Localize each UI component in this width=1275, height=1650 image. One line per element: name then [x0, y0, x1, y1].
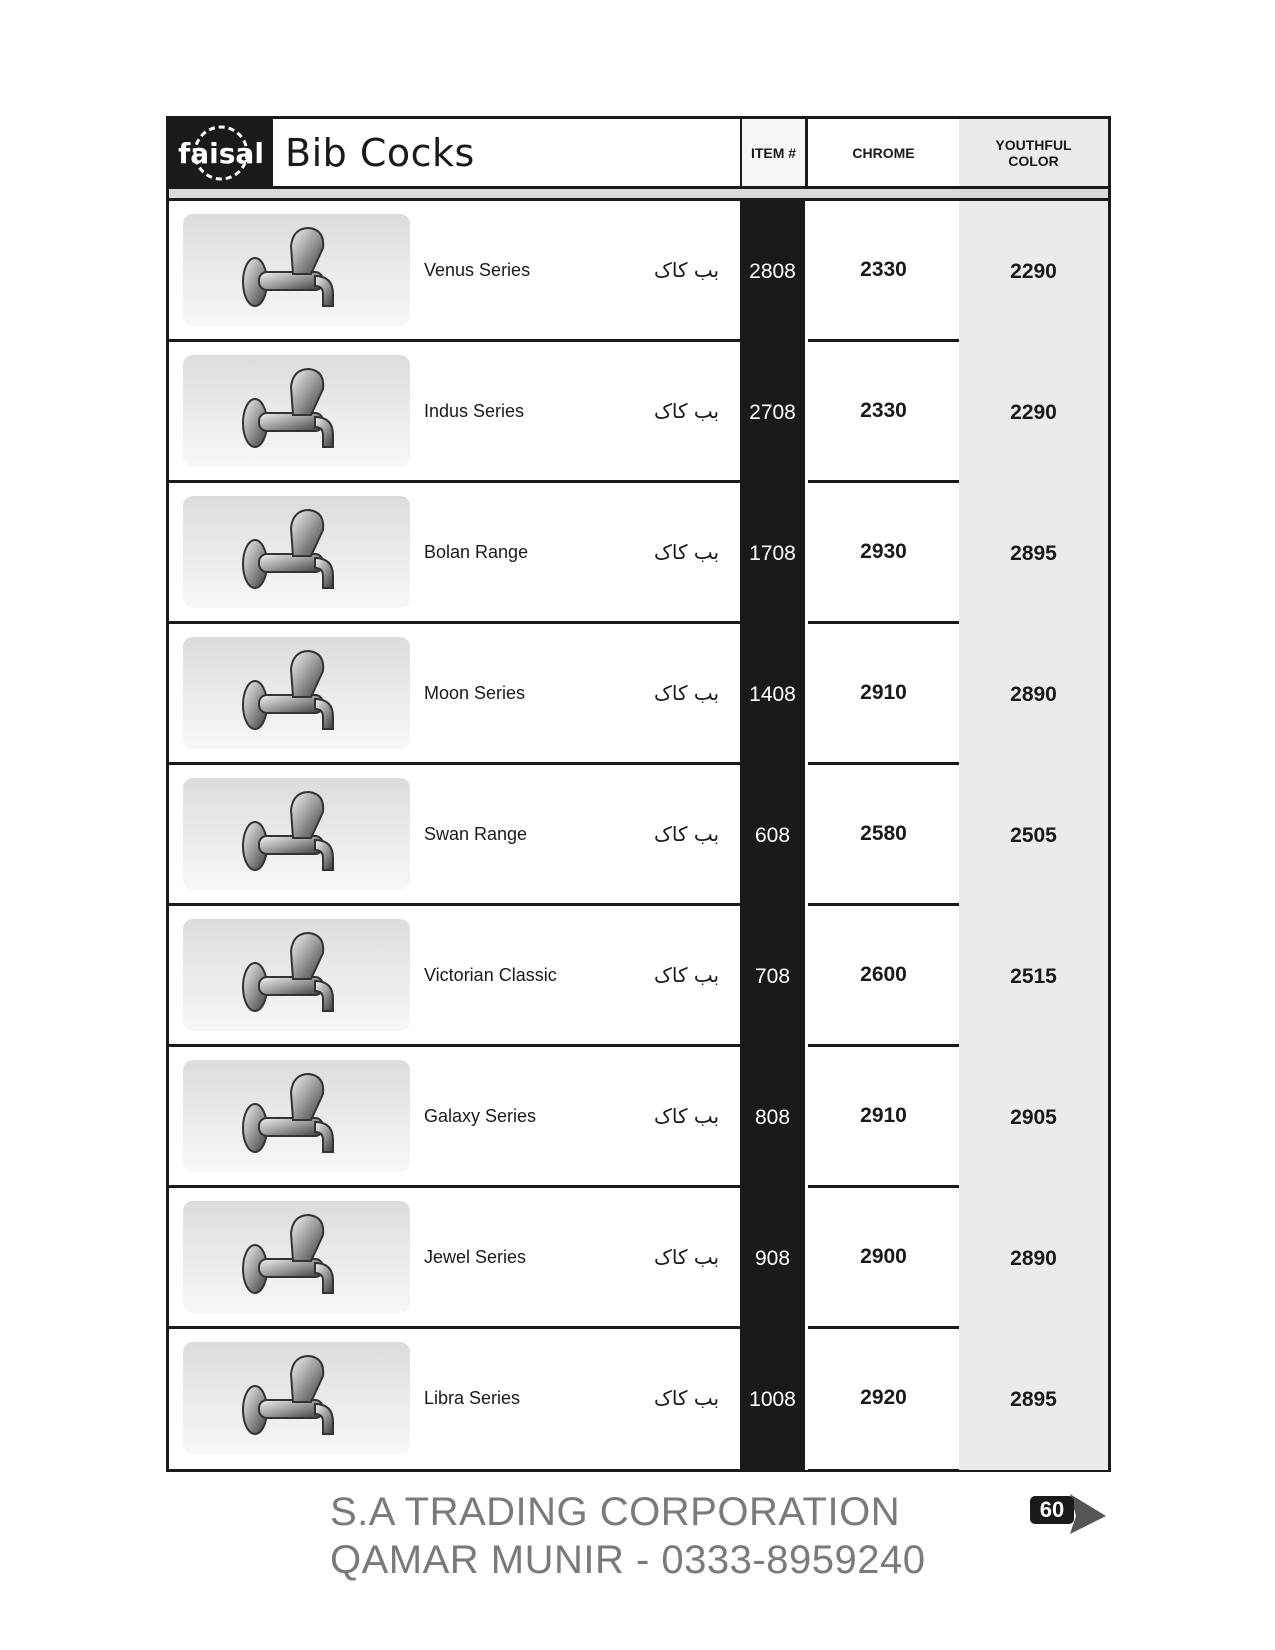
- chrome-price: 2580: [860, 822, 907, 845]
- company-name: S.A TRADING CORPORATION: [330, 1490, 901, 1534]
- youthful-color-price: 2505: [959, 765, 1108, 906]
- product-name: Galaxy Series: [424, 1105, 537, 1126]
- svg-text:faisal: faisal: [178, 136, 264, 170]
- item-number: 808: [740, 1047, 808, 1188]
- product-name-urdu: بب کاک: [654, 540, 720, 564]
- table-row: [169, 1047, 1108, 1188]
- product-name-urdu: بب کاک: [654, 1245, 720, 1269]
- product-image: [183, 919, 410, 1031]
- chrome-price: 2930: [860, 540, 907, 563]
- product-image: [183, 496, 410, 608]
- product-name: Victorian Classic: [424, 964, 557, 985]
- product-name-urdu: بب کاک: [654, 1386, 720, 1410]
- item-number: 608: [740, 765, 808, 906]
- product-rows: [169, 201, 1108, 1469]
- youthful-color-price: 2290: [959, 342, 1108, 483]
- header-divider-band: [169, 189, 1108, 201]
- bib-cock-tap-icon: [233, 925, 363, 1025]
- chrome-price: 2910: [860, 681, 907, 704]
- product-name-urdu: بب کاک: [654, 963, 720, 987]
- bib-cock-tap-icon: [233, 1066, 363, 1166]
- bib-cock-tap-icon: [233, 1348, 363, 1448]
- brand-logo: [169, 119, 273, 186]
- table-header: [169, 119, 1108, 189]
- item-number: 1408: [740, 624, 808, 765]
- column-header-item: ITEM #: [740, 119, 808, 186]
- column-header-color-line2: COLOR: [1008, 152, 1059, 169]
- table-row: [169, 765, 1108, 906]
- product-image: [183, 637, 410, 749]
- bib-cock-tap-icon: [233, 784, 363, 884]
- chrome-price: 2600: [860, 963, 907, 986]
- page-title: Bib Cocks: [285, 130, 475, 175]
- product-image: [183, 778, 410, 890]
- item-number: 2808: [740, 201, 808, 342]
- table-row: [169, 906, 1108, 1047]
- column-header-youthful-color: [959, 119, 1108, 186]
- product-image: [183, 1201, 410, 1313]
- item-number: 708: [740, 906, 808, 1047]
- youthful-color-price: 2890: [959, 1188, 1108, 1329]
- item-number: 1008: [740, 1329, 808, 1470]
- product-name: Bolan Range: [424, 541, 529, 562]
- table-row: [169, 342, 1108, 483]
- product-name-urdu: بب کاک: [654, 258, 720, 282]
- bib-cock-tap-icon: [233, 1207, 363, 1307]
- product-name: Swan Range: [424, 823, 528, 844]
- contact-line: QAMAR MUNIR - 0333-8959240: [330, 1538, 926, 1582]
- item-number: 908: [740, 1188, 808, 1329]
- youthful-color-price: 2895: [959, 1329, 1108, 1470]
- product-image: [183, 1342, 410, 1454]
- chrome-price: 2330: [860, 399, 907, 422]
- bib-cock-tap-icon: [233, 220, 363, 320]
- youthful-color-price: 2515: [959, 906, 1108, 1047]
- product-name: Indus Series: [424, 400, 525, 421]
- product-image: [183, 214, 410, 326]
- table-row: [169, 201, 1108, 342]
- youthful-color-price: 2290: [959, 201, 1108, 342]
- chrome-price: 2920: [860, 1386, 907, 1409]
- gear-logo-icon: [175, 123, 267, 183]
- chrome-price: 2910: [860, 1104, 907, 1127]
- product-name: Libra Series: [424, 1387, 521, 1408]
- product-name-urdu: بب کاک: [654, 1104, 720, 1128]
- product-name: Venus Series: [424, 259, 531, 280]
- column-header-chrome: CHROME: [852, 144, 915, 161]
- youthful-color-price: 2905: [959, 1047, 1108, 1188]
- youthful-color-price: 2895: [959, 483, 1108, 624]
- chrome-price: 2330: [860, 258, 907, 281]
- product-image: [183, 1060, 410, 1172]
- table-row: [169, 624, 1108, 765]
- chrome-price: 2900: [860, 1245, 907, 1268]
- bib-cock-tap-icon: [233, 361, 363, 461]
- item-number: 2708: [740, 342, 808, 483]
- column-header-color-line1: YOUTHFUL: [995, 136, 1072, 153]
- youthful-color-price: 2890: [959, 624, 1108, 765]
- product-image: [183, 355, 410, 467]
- item-number: 1708: [740, 483, 808, 624]
- table-row: [169, 483, 1108, 624]
- page-number: 60: [1030, 1496, 1074, 1524]
- table-row: [169, 1188, 1108, 1329]
- product-name-urdu: بب کاک: [654, 822, 720, 846]
- table-row: [169, 1329, 1108, 1469]
- product-name-urdu: بب کاک: [654, 399, 720, 423]
- bib-cock-tap-icon: [233, 502, 363, 602]
- price-table: [166, 116, 1111, 1472]
- bib-cock-tap-icon: [233, 643, 363, 743]
- product-name: Jewel Series: [424, 1246, 527, 1267]
- product-name: Moon Series: [424, 682, 526, 703]
- product-name-urdu: بب کاک: [654, 681, 720, 705]
